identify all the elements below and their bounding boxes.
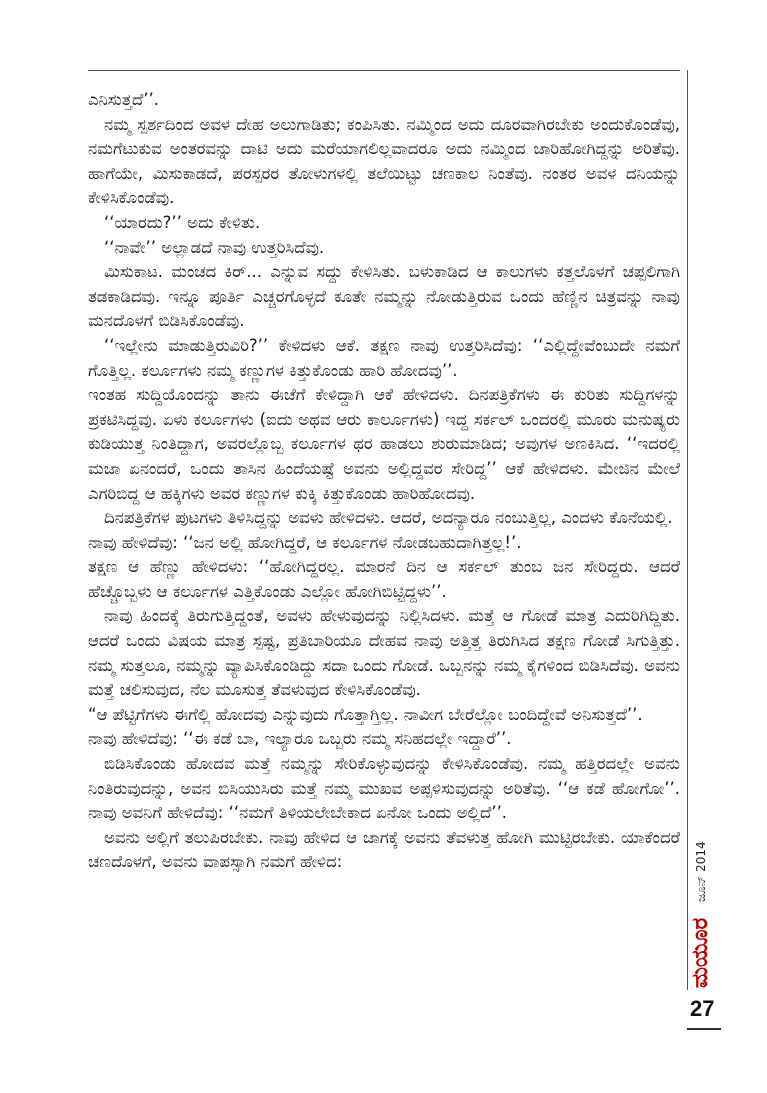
page-number: 27 bbox=[690, 996, 715, 1021]
top-rule bbox=[88, 70, 680, 71]
magazine-sidebar bbox=[686, 812, 718, 994]
paragraph: ನಾವು ಹೇಳಿದೆವು: ‘‘ಈ ಕಡೆ ಬಾ, ಇಲ್ಯಾರೂ ಒಬ್ಬರು ನಮ್ಮ ಸನಿಹದಲ್ಲೇ ಇದ್ದಾರೆ’’. bbox=[88, 729, 512, 749]
paragraph: ದಿನಪತ್ರಿಕೆಗಳ ಪುಟಗಳು ತಿಳಿಸಿದ್ದನ್ನು ಅವಳು ಹೇಳಿದಳು. ಆದರೆ, ಅದನ್ಯಾರೂ ನಂಬುತ್ತಿಲ್ಲ, ಎಂದಳು ಕೊನೆಯಲ್ಲಿ. bbox=[104, 508, 673, 528]
magazine-logo: ಮಯೂರ bbox=[688, 917, 713, 989]
paragraph: ಅವನು ಅಲ್ಲಿಗೆ ತಲುಪಿರಬೇಕು. ನಾವು ಹೇಳಿದ ಆ ಜಾಗಕ್ಕೆ ಅವನು ತೆವಳುತ್ತ ಹೋಗಿ ಮುಟ್ಟಿರಬೇಕು. ಯಾಕೆಂದರೆ ಚಣದೊಳಗೆ, ಅವನು ವಾಪಸ್ಸಾಗಿ ನಮಗೆ ಹೇಳಿದ: bbox=[88, 827, 680, 872]
article-body bbox=[88, 88, 680, 875]
paragraph: ‘‘ನಾವೇ’’ ಅಲ್ಲಾಡದೆ ನಾವು ಉತ್ತರಿಸಿದೆವು. bbox=[104, 237, 325, 257]
paragraph: ತಕ್ಷಣ ಆ ಹೆಣ್ಣು ಹೇಳಿದಳು: ‘‘ಹೋಗಿದ್ದರಲ್ಲ. ಮಾರನೆ ದಿನ ಆ ಸರ್ಕಲ್ ತುಂಬ ಜನ ಸೇರಿದ್ದರು. ಆದರೆ ಹೆಚ್ಚೊಬ್ಬಳು ಆ ಕರ್ಲೂಗಳ ಎತ್ತಿಕೊಂಡು ಎಲ್ಲೋ ಹೋಗಿಬಿಟ್ಟಿದ್ದಳು’’. bbox=[88, 557, 680, 601]
paragraph: ನಾವು ಹಿಂದಕ್ಕೆ ತಿರುಗುತ್ತಿದ್ದಂತೆ, ಅವಳು ಹೇಳುವುದನ್ನು ನಿಲ್ಲಿಸಿದಳು. ಮತ್ತೆ ಆ ಗೋಡೆ ಮಾತ್ರ ಎದುರಿಗಿದ್ದಿತು. ಆದರೆ ಒಂದು ವಿಷಯ ಮಾತ್ರ ಸ್ಪಷ್ಟ, ಪ್ರತಿಬಾರಿಯೂ ದೇಹವ ನಾವು ಅತ್ತಿತ್ತ ತಿರುಗಿಸಿದ ತಕ್ಷಣ ಗೋಡೆ ಸಿಗುತ್ತಿತ್ತು. ನಮ್ಮ ಸುತ್ತಲೂ, ನಮ್ಮನ್ನು ವ್ಯಾಪಿಸಿಕೊಂಡಿದ್ದು ಸದಾ ಒಂದು ಗೋಡೆ. ಒಬ್ಬನನ್ನು ನಮ್ಮ ಕೈಗಳಿಂದ ಬಿಡಿಸಿದೆವು. ಅವನು ಮತ್ತೆ ಚಲಿಸುವುದ, ನೆಲ ಮೂಸುತ್ತ ತೆವಳುವುದ ಕೇಳಿಸಿಕೊಂಡೆವು. bbox=[88, 606, 680, 700]
paragraph: ನಾವು ಹೇಳಿದೆವು: ‘‘ಜನ ಅಲ್ಲಿ ಹೋಗಿದ್ದರೆ, ಆ ಕರ್ಲೂಗಳ ನೋಡಬಹುದಾಗಿತ್ತಲ್ಲ!’. bbox=[88, 532, 522, 552]
paragraph: “ಆ ಪೆಟ್ಟಿಗೆಗಳು ಈಗೆಲ್ಲಿ ಹೋದವು ಎನ್ನುವುದು ಗೊತ್ತಾಗ್ತಿಲ್ಲ. ನಾವೀಗ ಬೇರೆಲ್ಲೋ ಬಂದಿದ್ದೇವೆ ಅನಿಸುತ್ತದೆ’’. bbox=[88, 704, 643, 724]
paragraph: ‘‘ಯಾರದು?’’ ಅದು ಕೇಳಿತು. bbox=[104, 212, 261, 232]
paragraph: ‘‘ಇಲ್ಲೇನು ಮಾಡುತ್ತಿರುವಿರಿ?’’ ಕೇಳಿದಳು ಆಕೆ. ತಕ್ಷಣ ನಾವು ಉತ್ತರಿಸಿದೆವು: ‘‘ಎಲ್ಲಿದ್ದೇವೆಂಬುದೇ ನಮಗೆ ಗೊತ್ತಿಲ್ಲ. ಕರ್ಲೂಗಳು ನಮ್ಮ ಕಣ್ಣುಗಳ ಕಿತ್ತುಕೊಂಡು ಹಾರಿ ಹೋದವು’’. bbox=[88, 335, 680, 380]
paragraph: ಬಿಡಿಸಿಕೊಂಡು ಹೋದವ ಮತ್ತೆ ನಮ್ಮನ್ನು ಸೇರಿಕೊಳ್ಳುವುದನ್ನು ಕೇಳಿಸಿಕೊಂಡೆವು. ನಮ್ಮ ಹತ್ತಿರದಲ್ಲೇ ಅವನು ನಿಂತಿರುವುದನ್ನು, ಅವನ ಬಿಸಿಯುಸಿರು ಮತ್ತೆ ನಮ್ಮ ಮುಖವ ಅಪ್ಪಳಿಸುವುದನ್ನು ಅರಿತೆವು. ‘‘ಆ ಕಡೆ ಹೋಗೋ’’. ನಾವು ಅವನಿಗೆ ಹೇಳಿದೆವು: ‘‘ನಮಗೆ ತಿಳಿಯಲೇಬೇಕಾದ ಏನೋ ಒಂದು ಅಲ್ಲಿದೆ’’. bbox=[88, 754, 680, 823]
paragraph: ನಮ್ಮ ಸ್ಪರ್ಶದಿಂದ ಅವಳ ದೇಹ ಅಲುಗಾಡಿತು; ಕಂಪಿಸಿತು. ನಮ್ಮಿಂದ ಅದು ದೂರವಾಗಿರಬೇಕು ಅಂದುಕೊಂಡೆವು, ನಮಗೆಟುಕುವ ಅಂತರವನ್ನು ದಾಟಿ ಅದು ಮರೆಯಾಗಲಿಲ್ಲವಾದರೂ ಅದು ನಮ್ಮಿಂದ ಜಾರಿಹೋಗಿದ್ದನ್ನು ಅರಿತೆವು. ಹಾಗೆಯೇ, ಮಿಸುಕಾಡದೆ, ಪರಸ್ಪರರ ತೋಳುಗಳಲ್ಲಿ ತಲೆಯಿಟ್ಟು ಚಣಕಾಲ ನಿಂತೆವು. ನಂತರ ಅವಳ ದನಿಯನ್ನು ಕೇಳಿಸಿಕೊಂಡೆವು. bbox=[88, 114, 680, 208]
paragraph: ಮಿಸುಕಾಟ. ಮಂಚದ ಕಿರ್‌... ಎನ್ನುವ ಸದ್ದು ಕೇಳಿಸಿತು. ಬಳುಕಾಡಿದ ಆ ಕಾಲುಗಳು ಕತ್ತಲೊಳಗೆ ಚಪ್ಪಲಿಗಾಗಿ ತಡಕಾಡಿದವು. ಇನ್ನೂ ಪೂರ್ತಿ ಎಚ್ಚರಗೊಳ್ಳದೆ ಕೂತೇ ನಮ್ಮನ್ನು ನೋಡುತ್ತಿರುವ ಒಂದು ಹೆಣ್ಣಿನ ಚಿತ್ರವನ್ನು ನಾವು ಮನದೊಳಗೆ ಬಿಡಿಸಿಕೊಂಡೆವು. bbox=[88, 262, 680, 331]
paragraph: ಇಂತಹ ಸುದ್ದಿಯೊಂದನ್ನು ತಾನು ಈಚೆಗೆ ಕೇಳಿದ್ದಾಗಿ ಆಕೆ ಹೇಳಿದಳು. ದಿನಪತ್ರಿಕೆಗಳು ಈ ಕುರಿತು ಸುದ್ದಿಗಳನ್ನು ಪ್ರಕಟಿಸಿದ್ದವು. ಏಳು ಕರ್ಲೂಗಳು (ಐದು ಅಥವ ಆರು ಕಾರ್ಲೂಗಳು) ಇದ್ದ ಸರ್ಕಲ್ ಒಂದರಲ್ಲಿ ಮೂರು ಮನುಷ್ಯರು ಕುಡಿಯುತ್ತ ನಿಂತಿದ್ದಾಗ, ಅವರಲ್ಲೊಬ್ಬ ಕರ್ಲೂಗಳ ಥರ ಹಾಡಲು ಶುರುಮಾಡಿದ; ಅವುಗಳ ಅಣಕಿಸಿದ. ‘‘ಇದರಲ್ಲಿ ಮಜಾ ಏನಂದರೆ, ಒಂದು ತಾಸಿನ ಹಿಂದೆಯಷ್ಟೆ ಅವನು ಅಲ್ಲಿದ್ದವರ ಸೇರಿದ್ದ’’ ಆಕೆ ಹೇಳಿದಳು. ಮೇಜಿನ ಮೇಲೆ ಎಗರಿಬಿದ್ದ ಆ ಹಕ್ಕಿಗಳು ಅವರ ಕಣ್ಣುಗಳ ಕುಕ್ಕಿ ಕಿತ್ತುಕೊಂಡು ಹಾರಿಹೋದವು. bbox=[88, 385, 680, 503]
page-number-rule bbox=[687, 1028, 721, 1030]
issue-date: ಜೂನ್ 2014 bbox=[694, 841, 708, 902]
paragraph: ಎನಿಸುತ್ತದೆ’’. bbox=[88, 90, 159, 109]
